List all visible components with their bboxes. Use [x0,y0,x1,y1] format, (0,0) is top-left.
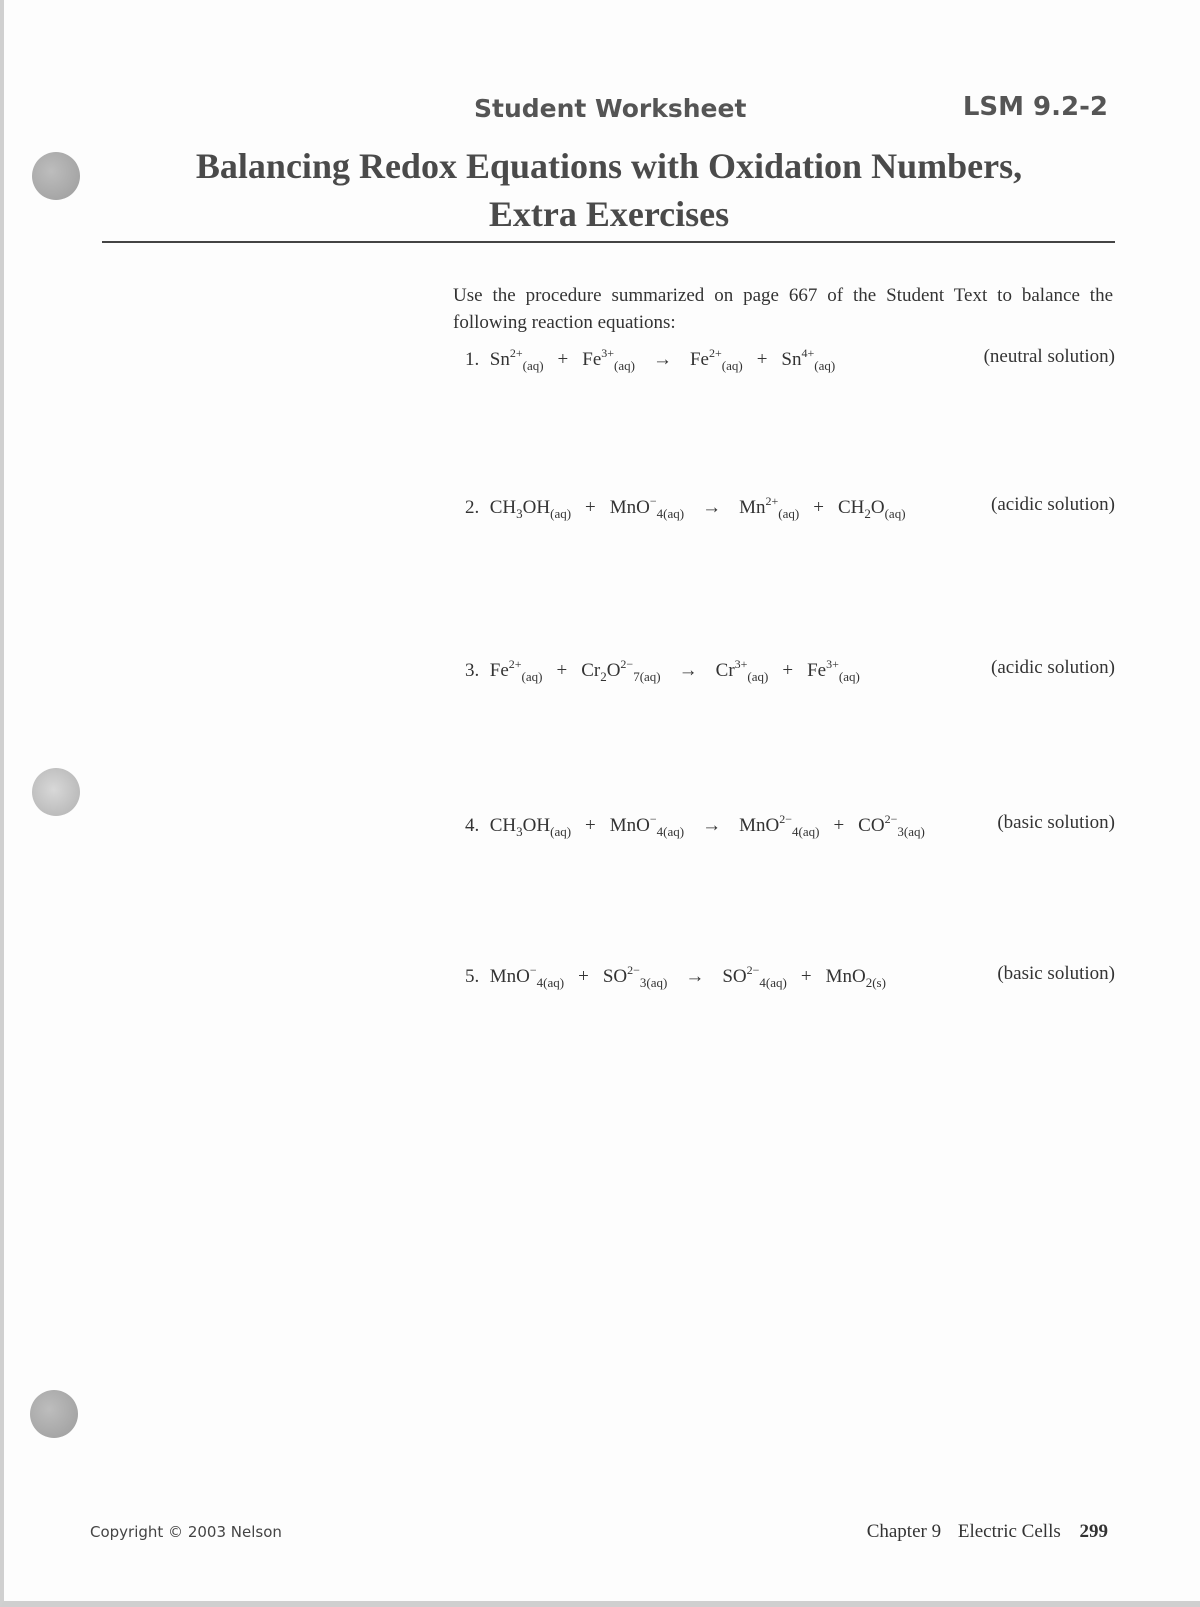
species-state: (aq) [614,358,635,373]
plus-sign: + [578,966,589,987]
species-term-4 [781,346,836,373]
species-base: MnO [739,815,780,836]
species-base: OH [522,815,551,836]
page-footer [867,1521,1108,1543]
species-base: MnO [489,966,530,987]
species-term-3 [689,346,743,373]
species-charge: 2− [779,812,793,826]
species-term-2 [609,494,685,521]
species-state: 2(s) [865,975,886,990]
species-base: Fe [807,660,827,681]
species-charge: − [529,963,537,977]
solution-condition: (basic solution) [997,963,1115,984]
species-charge: 2+ [509,346,523,360]
chapter-label: Chapter 9 [866,1521,942,1542]
plus-sign: + [557,349,569,370]
worksheet-code: LSM 9.2-2 [962,92,1108,122]
plus-sign: + [800,966,812,987]
reaction-arrow: → [702,815,722,836]
species-base: MnO [609,497,650,518]
species-charge: 2+ [765,494,779,508]
species-term-3 [722,963,787,990]
species-state: 4(aq) [656,506,685,521]
solution-condition: (neutral solution) [983,346,1115,367]
species-state: (aq) [884,506,906,521]
equation-number: 3. [465,660,480,681]
species-term-3 [715,657,769,684]
species-charge: − [649,812,657,826]
equation-number: 4. [465,815,480,836]
species-base: MnO [825,966,866,987]
equation-formula [465,812,925,840]
species-base: Cr [581,660,601,681]
species-term-1 [489,346,544,373]
plus-sign: + [756,349,768,370]
species-base: O [870,497,885,518]
species-term-1 [489,657,543,684]
species-base: SO [722,966,747,987]
species-term-1 [489,815,572,839]
chapter-title: Electric Cells [957,1521,1061,1542]
species-state: (aq) [838,669,860,684]
species-charge: 2− [620,657,634,671]
plus-sign: + [585,815,596,836]
species-base: Sn [781,349,802,370]
species-charge: 2+ [508,657,522,671]
equation-formula [465,657,860,685]
binder-hole-top [32,152,80,200]
solution-condition: (acidic solution) [991,494,1115,515]
worksheet-label: Student Worksheet [474,94,747,123]
species-charge: − [649,494,657,508]
species-base: Sn [489,349,510,370]
reaction-arrow: → [685,966,705,987]
reaction-arrow: → [702,497,722,518]
equation-3 [465,657,1115,697]
species-term-3 [739,812,820,839]
species-base: OH [522,497,551,518]
equation-number: 2. [465,497,480,518]
plus-sign: + [813,497,824,518]
reaction-arrow: → [652,349,672,370]
species-charge: 2+ [708,346,722,360]
equation-number: 1. [465,349,480,370]
species-charge: 2− [627,963,640,977]
species-charge: 3+ [826,657,839,671]
plus-sign: + [833,815,845,836]
species-term-3 [739,494,800,521]
copyright: Copyright © 2003 Nelson [90,1523,282,1541]
species-base: Fe [489,660,509,681]
species-state: (aq) [747,669,769,684]
plus-sign: + [556,660,568,681]
species-base: Cr [715,660,735,681]
title-line-1: Balancing Redox Equations with Oxidation Numbers, [195,146,1023,186]
species-state: (aq) [550,824,572,839]
species-term-4 [825,966,886,990]
plus-sign: + [782,660,794,681]
reaction-arrow: → [678,660,698,681]
species-subscript: 2 [600,669,607,684]
species-state: 4(aq) [792,824,820,839]
species-state: 4(aq) [759,975,787,990]
species-base: Fe [689,349,709,370]
species-state: (aq) [778,506,800,521]
species-subscript: 2 [864,506,871,521]
species-base: SO [602,966,628,987]
species-term-4 [858,812,925,839]
species-state: 4(aq) [656,824,685,839]
species-base: Fe [582,349,602,370]
species-term-4 [837,497,906,521]
species-base: MnO [609,815,650,836]
plus-sign: + [585,497,596,518]
species-state: (aq) [522,358,544,373]
species-base: CH [837,497,865,518]
species-subscript: 3 [516,824,523,839]
species-base: Mn [739,497,766,518]
species-term-1 [489,963,565,990]
species-state: (aq) [521,669,543,684]
species-charge: 2− [884,812,898,826]
species-state: 4(aq) [536,975,565,990]
species-term-2 [602,963,668,990]
species-charge: 3+ [734,657,748,671]
species-charge: 2− [746,963,760,977]
species-state: 3(aq) [639,975,668,990]
equation-formula [465,963,886,991]
species-base: O [606,660,621,681]
species-state: (aq) [721,358,743,373]
title-line-2: Extra Exercises [488,194,730,234]
species-subscript: 3 [516,506,523,521]
equation-2 [465,494,1115,534]
species-base: CH [489,815,517,836]
instructions: Use the procedure summarized on page 667 of the Student Text to balance the following reaction equations: [453,285,1113,333]
solution-condition: (basic solution) [997,812,1115,833]
equation-formula [465,346,835,374]
binder-hole-bottom [30,1390,78,1438]
species-term-2 [581,657,661,684]
species-base: CH [489,497,517,518]
species-state: 3(aq) [897,824,925,839]
page-title [104,142,1114,238]
equation-formula [465,494,906,522]
equation-4 [465,812,1115,852]
binder-hole-middle [32,768,80,816]
species-state: 7(aq) [633,669,661,684]
species-term-4 [807,657,860,684]
solution-condition: (acidic solution) [991,657,1115,678]
title-divider [102,241,1115,243]
equation-1 [465,346,1115,386]
species-state: (aq) [814,358,836,373]
species-charge: 4+ [801,346,815,360]
species-charge: 3+ [601,346,615,360]
species-base: CO [858,815,885,836]
equation-number: 5. [465,966,480,987]
species-state: (aq) [550,506,572,521]
species-term-1 [489,497,572,521]
species-term-2 [582,346,635,373]
species-term-2 [609,812,685,839]
page-number: 299 [1079,1521,1108,1542]
equation-5 [465,963,1115,1003]
